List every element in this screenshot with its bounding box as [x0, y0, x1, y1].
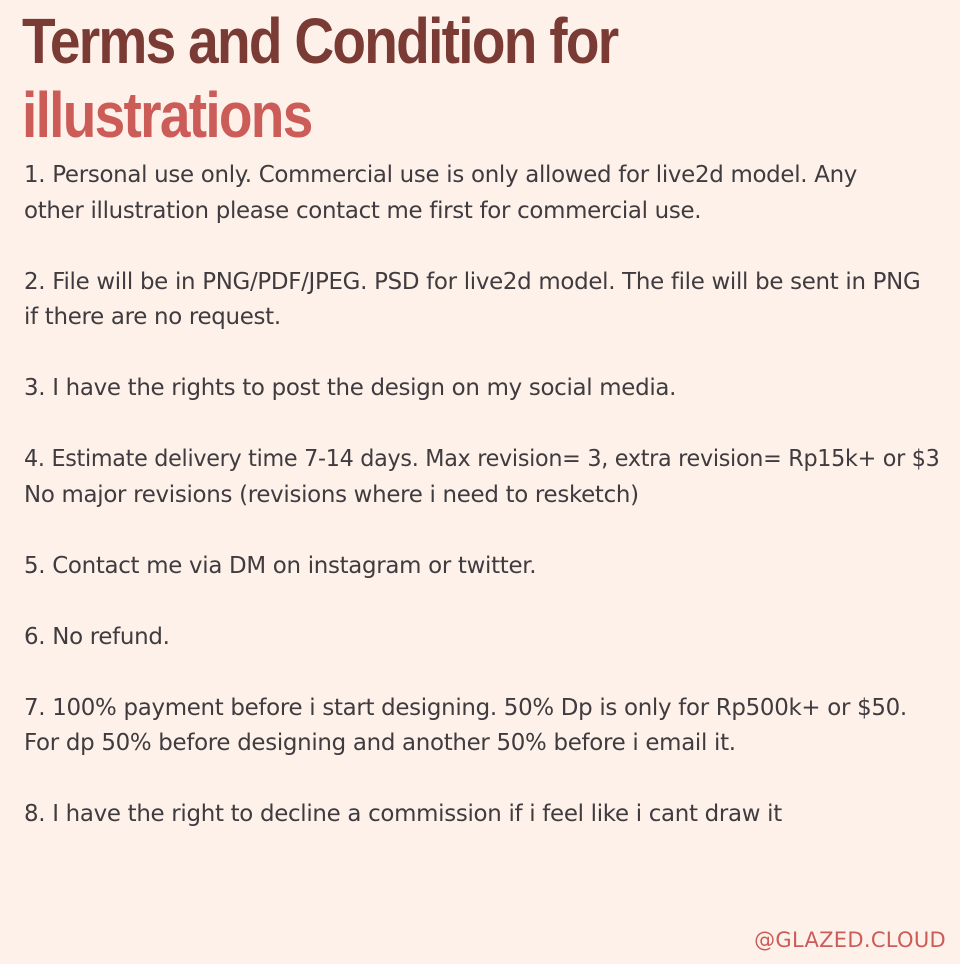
term-item-8: [24, 797, 944, 833]
term-item-3-line-1: 3. I have the rights to post the design on my social media.: [24, 375, 677, 401]
term-item-6-line-1: 6. No refund.: [24, 623, 170, 650]
term-item-5-line-1: 5. Contact me via DM on instagram or twitter.: [24, 552, 537, 579]
term-item-8-line-1: 8. I have the right to decline a commission if i feel like i cant draw it: [24, 801, 782, 827]
title-line-1: Terms and Condition for: [22, 5, 618, 77]
term-item-4-line-1: 4. Estimate delivery time 7-14 days. Max revision= 3, extra revision= Rp15k+ or $3: [24, 446, 940, 472]
page-title: [22, 4, 617, 152]
term-item-2-line-2: if there are no request.: [24, 304, 281, 330]
term-item-1-line-2: other illustration please contact me first for commercial use.: [24, 197, 702, 224]
term-item-4-line-2: No major revisions (revisions where i need to resketch): [24, 481, 639, 508]
term-item-3: [24, 371, 944, 407]
term-item-1: [24, 158, 944, 229]
term-item-7: [24, 691, 944, 762]
term-item-4: [24, 442, 944, 513]
term-item-2-line-1: 2. File will be in PNG/PDF/JPEG. PSD for live2d model. The file will be sent in PNG: [24, 268, 921, 295]
terms-list: [24, 158, 944, 868]
term-item-1-line-1: 1. Personal use only. Commercial use is only allowed for live2d model. Any: [24, 162, 858, 188]
term-item-7-line-2: For dp 50% before designing and another 50% before i email it.: [24, 730, 736, 756]
term-item-2: [24, 265, 944, 336]
term-item-7-line-1: 7. 100% payment before i start designing. 50% Dp is only for Rp500k+ or $50.: [24, 694, 907, 721]
social-handle: @GLAZED.CLOUD: [754, 928, 946, 952]
term-item-5: [24, 549, 944, 585]
term-item-6: [24, 620, 944, 656]
title-line-2: illustrations: [22, 79, 312, 151]
